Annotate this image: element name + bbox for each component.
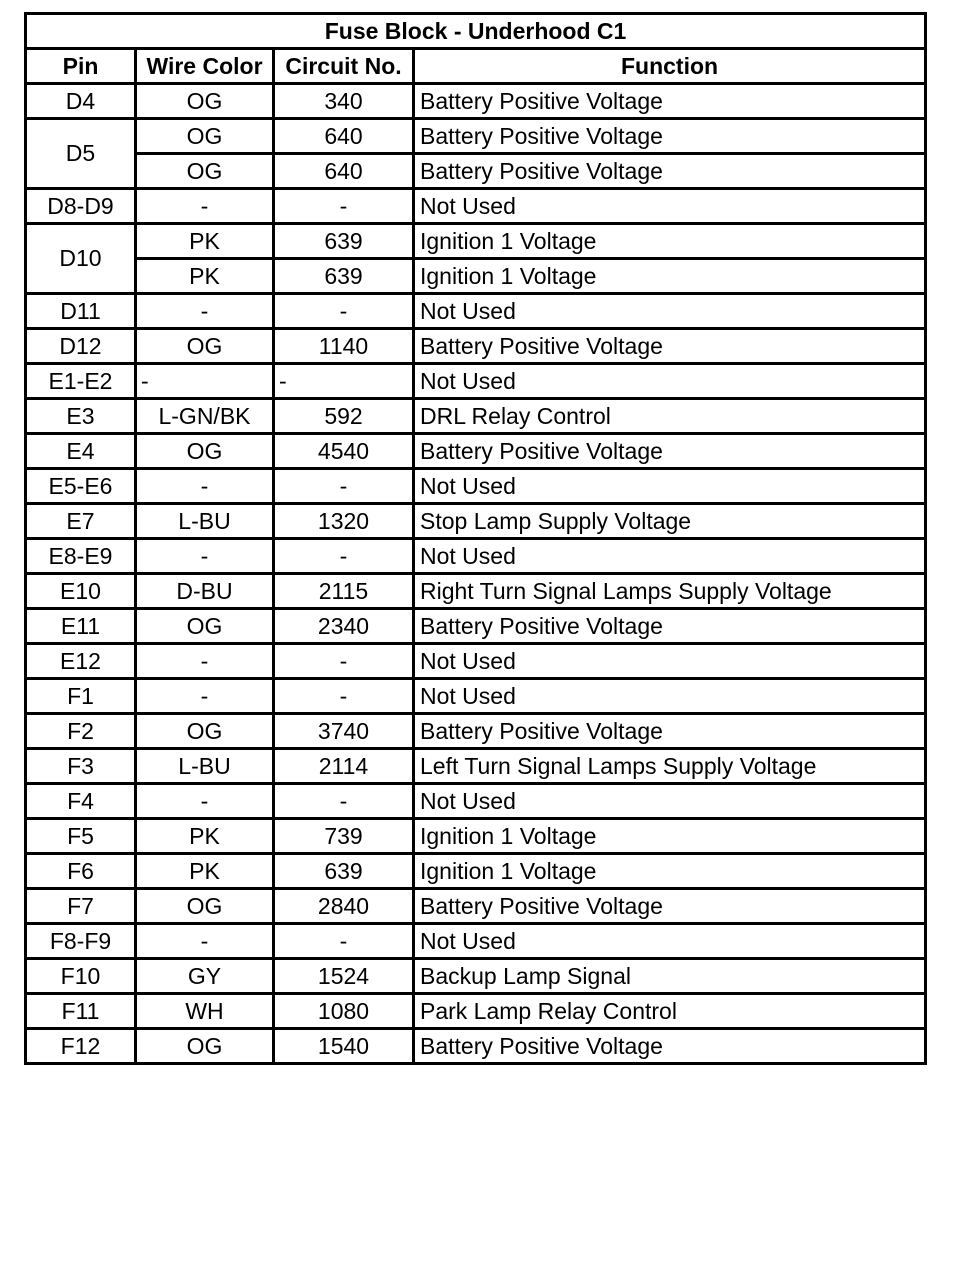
wire-color-cell: - — [136, 294, 274, 329]
circuit-cell: 340 — [274, 84, 414, 119]
wire-color-cell: OG — [136, 609, 274, 644]
table-row — [26, 574, 926, 609]
function-cell: Stop Lamp Supply Voltage — [414, 504, 926, 539]
table-header-row — [26, 49, 926, 84]
wire-color-cell: OG — [136, 1029, 274, 1064]
pin-cell: F7 — [26, 889, 136, 924]
pin-cell: F1 — [26, 679, 136, 714]
function-cell: Left Turn Signal Lamps Supply Voltage — [414, 749, 926, 784]
wire-color-cell: OG — [136, 889, 274, 924]
wire-color-cell: - — [136, 539, 274, 574]
pin-cell: F3 — [26, 749, 136, 784]
wire-color-cell: - — [136, 784, 274, 819]
table-row — [26, 224, 926, 259]
function-cell: Ignition 1 Voltage — [414, 224, 926, 259]
pin-cell: F10 — [26, 959, 136, 994]
table-row — [26, 644, 926, 679]
circuit-cell: 2840 — [274, 889, 414, 924]
circuit-cell: 639 — [274, 224, 414, 259]
wire-color-cell: L-GN/BK — [136, 399, 274, 434]
function-cell: Not Used — [414, 539, 926, 574]
wire-color-cell: PK — [136, 224, 274, 259]
table-row — [26, 854, 926, 889]
function-cell: Battery Positive Voltage — [414, 889, 926, 924]
pin-cell: E12 — [26, 644, 136, 679]
circuit-cell: - — [274, 784, 414, 819]
wire-color-cell: - — [136, 189, 274, 224]
wire-color-cell: - — [136, 364, 274, 399]
pin-cell: F5 — [26, 819, 136, 854]
pin-cell: D12 — [26, 329, 136, 364]
circuit-cell: 1540 — [274, 1029, 414, 1064]
table-row — [26, 434, 926, 469]
table-row — [26, 84, 926, 119]
wire-color-cell: OG — [136, 434, 274, 469]
pin-cell: D10 — [26, 224, 136, 294]
pin-cell: E7 — [26, 504, 136, 539]
pin-cell: E3 — [26, 399, 136, 434]
function-cell: Not Used — [414, 679, 926, 714]
circuit-cell: 4540 — [274, 434, 414, 469]
function-cell: Battery Positive Voltage — [414, 714, 926, 749]
circuit-cell: - — [274, 539, 414, 574]
function-cell: DRL Relay Control — [414, 399, 926, 434]
pin-cell: F11 — [26, 994, 136, 1029]
function-cell: Battery Positive Voltage — [414, 434, 926, 469]
connector-pinout-table — [24, 12, 927, 1065]
circuit-cell: 639 — [274, 259, 414, 294]
wire-color-cell: WH — [136, 994, 274, 1029]
pin-cell: E1-E2 — [26, 364, 136, 399]
circuit-cell: - — [274, 644, 414, 679]
table-row — [26, 889, 926, 924]
circuit-cell: 739 — [274, 819, 414, 854]
table-row — [26, 504, 926, 539]
wire-color-cell: D-BU — [136, 574, 274, 609]
function-cell: Ignition 1 Voltage — [414, 819, 926, 854]
pin-cell: D5 — [26, 119, 136, 189]
table-row — [26, 539, 926, 574]
wire-color-cell: OG — [136, 329, 274, 364]
table-row — [26, 469, 926, 504]
function-cell: Battery Positive Voltage — [414, 119, 926, 154]
function-cell: Battery Positive Voltage — [414, 609, 926, 644]
circuit-cell: 1524 — [274, 959, 414, 994]
wire-color-cell: GY — [136, 959, 274, 994]
table-row — [26, 119, 926, 154]
circuit-cell: 2340 — [274, 609, 414, 644]
circuit-cell: 2115 — [274, 574, 414, 609]
function-cell: Right Turn Signal Lamps Supply Voltage — [414, 574, 926, 609]
table-row — [26, 364, 926, 399]
table-row — [26, 294, 926, 329]
function-cell: Not Used — [414, 644, 926, 679]
circuit-cell: - — [274, 294, 414, 329]
pin-cell: F6 — [26, 854, 136, 889]
pin-cell: D11 — [26, 294, 136, 329]
pin-cell: F2 — [26, 714, 136, 749]
function-cell: Not Used — [414, 189, 926, 224]
function-cell: Battery Positive Voltage — [414, 1029, 926, 1064]
circuit-cell: 639 — [274, 854, 414, 889]
circuit-cell: - — [274, 469, 414, 504]
function-cell: Backup Lamp Signal — [414, 959, 926, 994]
pin-cell: E4 — [26, 434, 136, 469]
table-row — [26, 329, 926, 364]
function-cell: Not Used — [414, 294, 926, 329]
function-cell: Park Lamp Relay Control — [414, 994, 926, 1029]
pin-cell: E5-E6 — [26, 469, 136, 504]
header-circuit-no: Circuit No. — [274, 49, 414, 84]
function-cell: Battery Positive Voltage — [414, 154, 926, 189]
table-row — [26, 714, 926, 749]
circuit-cell: 1320 — [274, 504, 414, 539]
function-cell: Not Used — [414, 469, 926, 504]
function-cell: Ignition 1 Voltage — [414, 854, 926, 889]
wire-color-cell: - — [136, 679, 274, 714]
circuit-cell: 640 — [274, 119, 414, 154]
wire-color-cell: PK — [136, 819, 274, 854]
wire-color-cell: L-BU — [136, 749, 274, 784]
table-row — [26, 609, 926, 644]
pin-cell: F12 — [26, 1029, 136, 1064]
table-row — [26, 784, 926, 819]
circuit-cell: 1080 — [274, 994, 414, 1029]
table-row — [26, 994, 926, 1029]
pin-cell: E10 — [26, 574, 136, 609]
table-row — [26, 399, 926, 434]
table-row — [26, 924, 926, 959]
circuit-cell: 2114 — [274, 749, 414, 784]
circuit-cell: 1140 — [274, 329, 414, 364]
pin-cell: D8-D9 — [26, 189, 136, 224]
table-row — [26, 679, 926, 714]
table-row — [26, 189, 926, 224]
wire-color-cell: OG — [136, 84, 274, 119]
table-row — [26, 1029, 926, 1064]
table-row — [26, 819, 926, 854]
wire-color-cell: OG — [136, 119, 274, 154]
function-cell: Ignition 1 Voltage — [414, 259, 926, 294]
wire-color-cell: PK — [136, 259, 274, 294]
function-cell: Battery Positive Voltage — [414, 329, 926, 364]
wire-color-cell: L-BU — [136, 504, 274, 539]
table-row — [26, 959, 926, 994]
wire-color-cell: PK — [136, 854, 274, 889]
wire-color-cell: OG — [136, 154, 274, 189]
circuit-cell: - — [274, 924, 414, 959]
table-title-row — [26, 14, 926, 49]
function-cell: Not Used — [414, 784, 926, 819]
pin-cell: F4 — [26, 784, 136, 819]
pin-cell: F8-F9 — [26, 924, 136, 959]
pin-cell: D4 — [26, 84, 136, 119]
connector-table-container — [24, 12, 924, 1065]
function-cell: Battery Positive Voltage — [414, 84, 926, 119]
function-cell: Not Used — [414, 364, 926, 399]
circuit-cell: - — [274, 364, 414, 399]
circuit-cell: 3740 — [274, 714, 414, 749]
circuit-cell: - — [274, 679, 414, 714]
header-wire-color: Wire Color — [136, 49, 274, 84]
wire-color-cell: - — [136, 644, 274, 679]
pin-cell: E8-E9 — [26, 539, 136, 574]
wire-color-cell: - — [136, 469, 274, 504]
header-function: Function — [414, 49, 926, 84]
circuit-cell: 640 — [274, 154, 414, 189]
function-cell: Not Used — [414, 924, 926, 959]
table-row — [26, 154, 926, 189]
circuit-cell: - — [274, 189, 414, 224]
wire-color-cell: - — [136, 924, 274, 959]
table-row — [26, 749, 926, 784]
table-title: Fuse Block - Underhood C1 — [26, 14, 926, 49]
pin-cell: E11 — [26, 609, 136, 644]
circuit-cell: 592 — [274, 399, 414, 434]
table-row — [26, 259, 926, 294]
header-pin: Pin — [26, 49, 136, 84]
wire-color-cell: OG — [136, 714, 274, 749]
